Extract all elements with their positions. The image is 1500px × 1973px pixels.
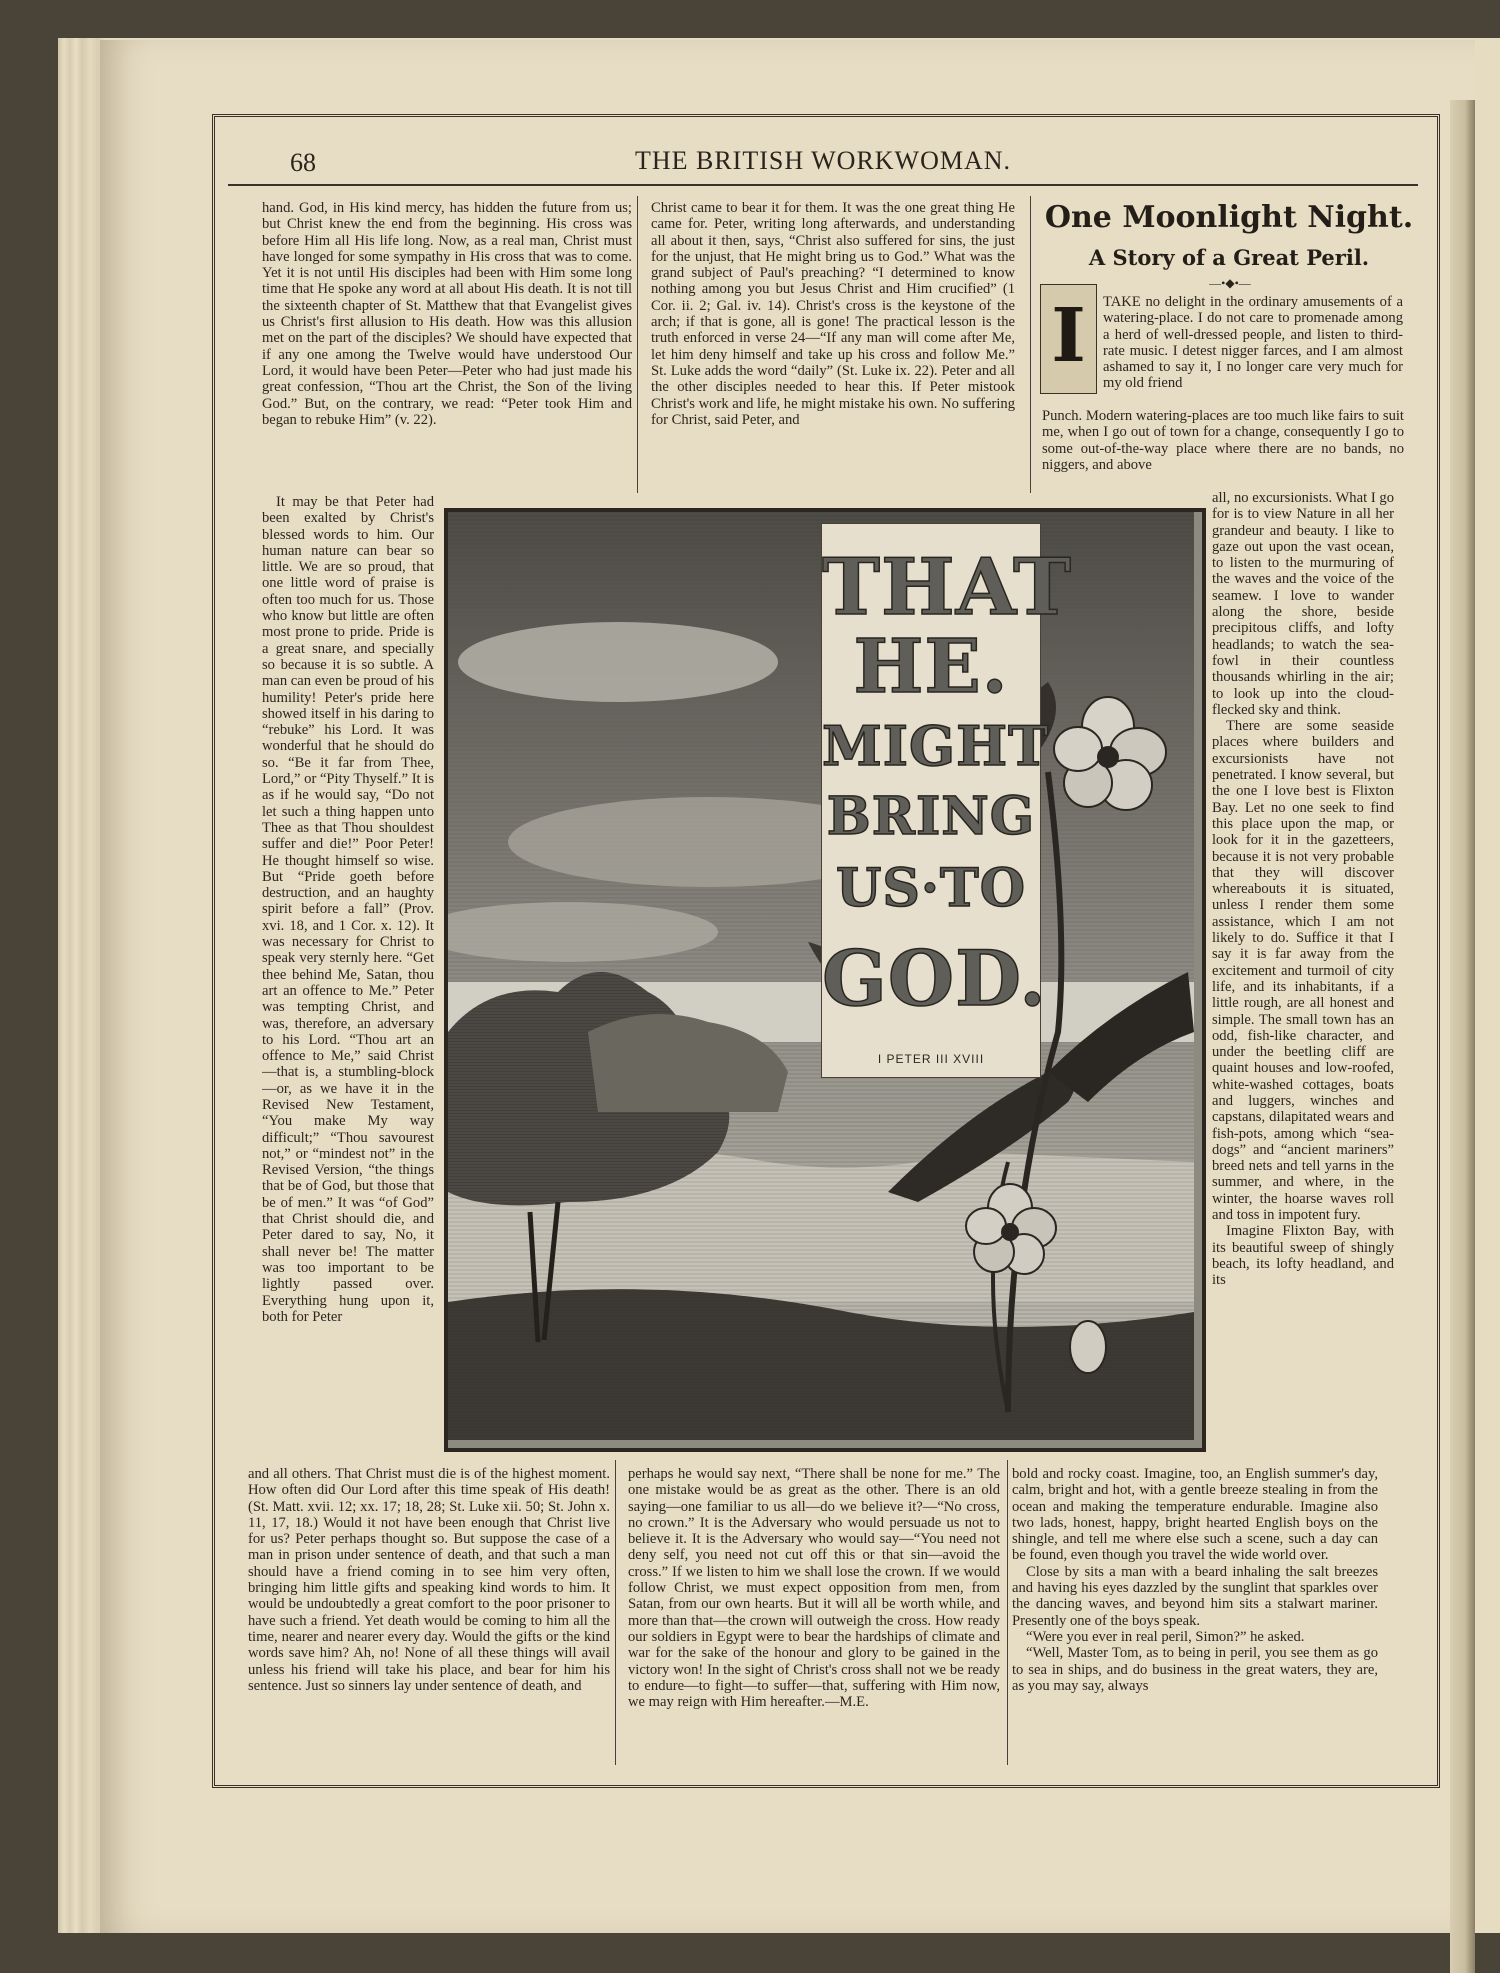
motto-line: GOD. xyxy=(822,934,1047,1023)
motto-line: HE. xyxy=(853,624,1009,710)
story-narrow-column xyxy=(1212,490,1394,1466)
column-rule-3 xyxy=(615,1460,616,1765)
story-paragraph: Punch. Modern watering-places are too much like fairs to suit me, when I go out of town for a change, consequently I go to some out-of-the-way place where there are no bands, no niggers, and above xyxy=(1042,408,1404,473)
drop-cap: I xyxy=(1040,284,1097,394)
cloud xyxy=(458,622,778,702)
article-col1-narrow xyxy=(262,494,434,1466)
story-paragraph: Imagine Flixton Bay, with its beautiful sweep of shingly beach, its lofty headland, and its xyxy=(1212,1223,1394,1289)
story-opening xyxy=(1103,294,1403,408)
article-paragraph: hand. God, in His kind mercy, has hidden the future from us; but Christ knew the end from the beginning. His cross was before Him all His life long. Now, as a real man, Christ must have longed for some sympathy in His cross that was to come. Yet it is not until His disciples had been with Him some long time that He spoke any word at all about His death. It is not till the sixteenth chapter of St. Matthew that that Evangelist gives us Christ's first allusion to His death. How was this allusion met on the part of the disciples? We should have expected that if any one among the Twelve would have understood Our Lord, it would have been Peter—Peter who had just made his great confession, “Thou art the Christ, the Son of the living God.” But, on the contrary, we read: “Peter took Him and began to rebuke Him” (v. 22). xyxy=(262,200,632,428)
scripture-reference: I PETER III XVIII xyxy=(877,1052,985,1066)
article-paragraph: perhaps he would say next, “There shall be none for me.” The one mistake would be as great as the other. There is an old saying—one familiar to us all—do we believe it?—“No cross, no crown.” It is the Adversary who would persuade us not to believe it. It is the Adversary who would say—“You need not deny self, you need not cut off this or that sin—avoid the cross.” If we listen to him we shall lose the crown. If we would follow Christ, we must expect opposition from men, from Satan, from our own hearts. But it will all be worth while, and more than that—the crown will outweigh the cross. How ready our soldiers in Egypt were to bear the hardships of climate and war for the sake of the honour and glory to be gained in the victory won! In the sight of Christ's cross shall not we be ready to endure—to fight—to suffer—that, suffering with Him now, we may reign with Him hereafter.—M.E. xyxy=(628,1466,1000,1711)
article-col2-bottom xyxy=(628,1466,1000,1766)
story-paragraph: Close by sits a man with a beard inhaling the salt breezes and having his eyes dazzled by the sunglint that sparkles over the dancing waves, and beyond him sits a stalwart mariner. Presently one of the boys speak. xyxy=(1012,1563,1378,1629)
story-paragraph: “Were you ever in real peril, Simon?” he asked. xyxy=(1026,1628,1305,1645)
motto-line: US·TO xyxy=(836,858,1026,919)
article-paragraph: It may be that Peter had been exalted by Christ's blessed words to him. Our human nature can bear so little. We are so proud, that one little word of praise is often too much for us. Those who know but little are often most prone to pride. Pride is a great snare, and specially so because it is so subtle. A man can even be proud of his humility! Peter's pride here showed itself in his daring to “rebuke” his Lord. It was wonderful that he should do so. “Be it far from Thee, Lord,” or “Pity Thyself.” It is as if he would say, “Do not let such a thing happen unto Thee as that Thou shouldest suffer and die!” Poor Peter! He thought himself so wise. But “Pride goeth before destruction, and an haughty spirit before a fall” (Prov. xvi. 18, and 1 Cor. x. 12). It was necessary for Christ to speak very sternly here. “Get thee behind Me, Satan, thou art an offence to Me.” Peter was tempting Christ, and was, therefore, an adversary to his Lord. “Thou art an offence to Me,” said Christ—that is, a stumbling-block—or, as we have it in the Revised New Testament, “You make My way difficult;” “Thou savourest not,” or “mindest not” in the Revised Version, “the things that be of God, but those that be of men.” It was “of God” that Christ should die, and Peter dared to say, No, it shall never be! The matter was too important to be lightly passed over. Everything hung upon it, both for Peter xyxy=(262,494,434,1325)
story-paragraph: all, no excursionists. What I go for is to view Nature in all her grandeur and beauty. I like to gaze out upon the vast ocean, to listen to the murmuring of the waves and the voice of the seamew. I love to wander along the shore, beside precipitous cliffs, and lofty headlands; to watch the sea-fowl in their countless thousands whirling in the air; to look up into the cloud-flecked sky and think. xyxy=(1212,490,1394,718)
motto-line: MIGHT xyxy=(822,714,1050,778)
magazine-title: THE BRITISH WORKWOMAN. xyxy=(634,146,1012,175)
page-number: 68 xyxy=(290,148,316,177)
column-rule-1 xyxy=(637,196,638,493)
story-title: One Moonlight Night. xyxy=(1044,200,1414,235)
story-bottom xyxy=(1012,1466,1378,1766)
story-paragraph: TAKE no delight in the ordinary amusements of a watering-place. I do not care to promenade among a herd of well-dressed people, and listen to third-rate music. I detest nigger farces, and I am almost ashamed to say it, I no longer care very much for my old friend xyxy=(1103,294,1403,392)
motto-line: BRING xyxy=(826,786,1036,847)
page-header xyxy=(228,138,1418,186)
rose-bud xyxy=(1070,1321,1106,1373)
article-col1-top xyxy=(262,200,632,494)
motto-panel xyxy=(821,523,1073,1078)
column-rule-2 xyxy=(1030,196,1031,493)
story-continued xyxy=(1042,408,1404,490)
story-paragraph: “Well, Master Tom, as to being in peril, you see them as go to sea in ships, and do business in the great waters, they are, as you may say, always xyxy=(1012,1645,1378,1694)
column-rule-4 xyxy=(1007,1460,1008,1765)
ornament-rule: —•◆•— xyxy=(1209,276,1251,290)
article-col1-bottom xyxy=(248,1466,610,1766)
next-page-edge xyxy=(1450,100,1475,1973)
engraving-illustration xyxy=(444,508,1206,1452)
article-col2-top xyxy=(651,200,1015,494)
story-paragraph: bold and rocky coast. Imagine, too, an English summer's day, calm, bright and hot, with a gentle breeze stealing in from the ocean and making the temperature endurable. Imagine also two lads, honest, happy, bright hearted English boys on the shingle, and tell me where else such a scene, such a day can be found, even though you travel the wide world over. xyxy=(1012,1466,1378,1564)
motto-line: THAT xyxy=(822,542,1073,633)
article-paragraph: and all others. That Christ must die is of the highest moment. How often did Our Lord after this time speak of His death! (St. Matt. xvii. 12; xx. 17; 18, 28; St. Luke xii. 50; St. John x. 11, 17, 18.) Would it not have been enough that Christ live for us? Peter perhaps thought so. But suppose the case of a man in prison under sentence of death, and that such a man should have a friend coming in to see him very often, bringing him little gifts and speaking kind words to him. It would be undoubtedly a great comfort to the poor prisoner to have such a friend. Yet death would be coming to him all the time, nearer and nearer every day. Would the gifts or the kind words save him? Ah, no! None of all these things will avail unless his friend will take his place, and bear for him his sentence. Just so sinners lay under sentence of death, and xyxy=(248,1466,610,1694)
story-paragraph: There are some seaside places where builders and excursionists have not penetrated. I know several, but the one I love best is Flixton Bay. Let no one seek to find this place upon the map, or look for it in the gazetteers, because it is not very probable that they will discover whereabouts it is situated, unless I render them some assistance, which I am not likely to do. Suffice it that I say it is far away from the excitement and turmoil of city life, and its inhabitants, if a little rough, are all honest and simple. The small town has an odd, fish-like character, and under the beetling cliff are quaint houses and low-roofed, white-washed cottages, boats and luggers, winches and capstans, dilapitated wears and fish-pots, among which “sea-dogs” and “ancient mariners” breed nets and tell yarns in the summer, and where, in the winter, the hoarse waves roll and toss in impotent fury. xyxy=(1212,718,1394,1224)
article-paragraph: Christ came to bear it for them. It was the one great thing He came for. Peter, writing long afterwards, and understanding all about it then, says, “Christ also suffered for sins, the just for the unjust, that He might bring us to God.” What was the grand subject of Paul's preaching? “I determined to know nothing among you but Jesus Christ and Him crucified” (1 Cor. ii. 2; Gal. iv. 14). Christ's cross is the keystone of the arch; if that is gone, all is gone! The practical lesson is the truth enforced in verse 24—“If any man will come after Me, let him deny himself and take up his cross and follow Me.” St. Luke adds the word “daily” (St. Luke ix. 22). Peter and all the other disciples needed to hear this. If Peter mistook Christ's work and life, he might mistake his own. No suffering for Christ, said Peter, and xyxy=(651,200,1015,428)
story-subtitle: A Story of a Great Peril. xyxy=(1088,245,1370,270)
